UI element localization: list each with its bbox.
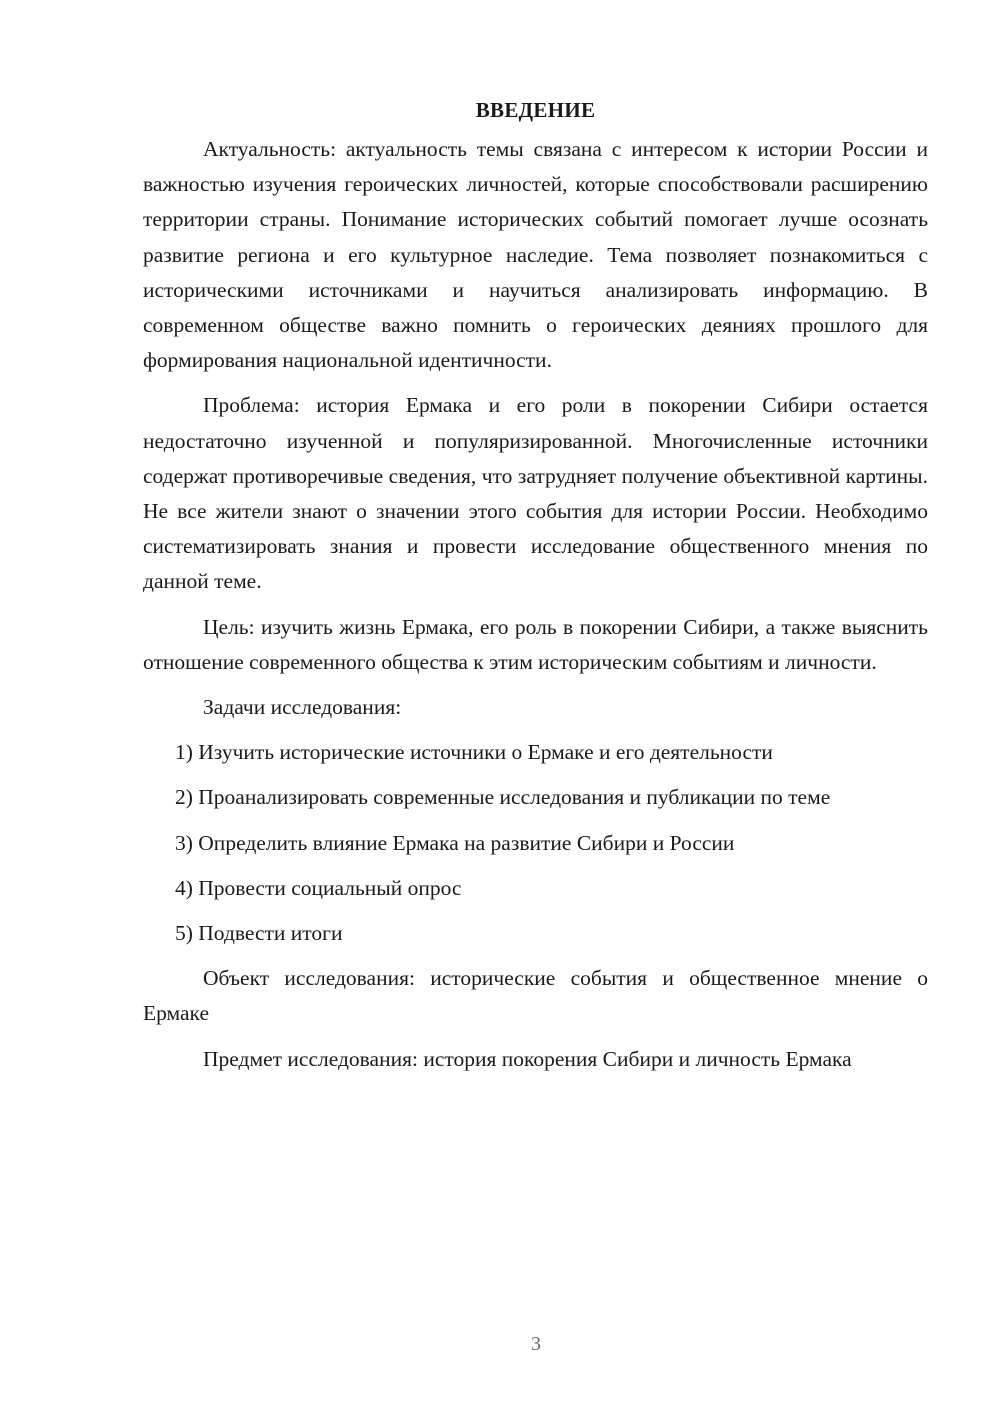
list-item: 4) Провести социальный опрос (175, 875, 462, 900)
object-paragraph: Объект исследования: исторические события и общественное мнение о Ермаке (143, 966, 928, 1026)
list-item: 3) Определить влияние Ермака на развитие Сибири и России (175, 830, 735, 855)
page-number (72, 1333, 1000, 1356)
list-item: 2) Проанализировать современные исследования и публикации по теме (175, 785, 831, 810)
tasks-list (143, 735, 928, 951)
tasks-heading: Задачи исследования: (203, 695, 402, 720)
goal-paragraph: Цель: изучить жизнь Ермака, его роль в покорении Сибири, а также выяснить отношение современного общества к этим историческим событиям и личности. (143, 614, 928, 674)
list-item: 5) Подвести итоги (175, 921, 343, 946)
page-content (143, 92, 928, 1087)
problem-paragraph: Проблема: история Ермака и его роли в покорении Сибири остается недостаточно изученной и популяризированной. Многочисленные источники содержат противоречивые сведения, что затрудняет получение объективной картины. Не все жители знают о значении этого события для истории России. Необходимо систематизировать знания и провести исследование общественного мнения по данной теме. (143, 393, 928, 594)
subject-paragraph: Предмет исследования: история покорения Сибири и личность Ермака (203, 1046, 852, 1071)
page-title: ВВЕДЕНИЕ (475, 98, 596, 122)
list-item: 1) Изучить исторические источники о Ермаке и его деятельности (175, 740, 773, 765)
relevance-paragraph: Актуальность: актуальность темы связана с интересом к истории России и важностью изучения героических личностей, которые способствовали расширению территории страны. Понимание исторических событий помогает лучше осознать развитие региона и его культурное наследие. Тема позволяет познакомиться с историческими источниками и научиться анализировать информацию. В современном обществе важно помнить о героических деяниях прошлого для формирования национальной идентичности. (143, 137, 928, 373)
page-number-text: 3 (531, 1333, 541, 1355)
